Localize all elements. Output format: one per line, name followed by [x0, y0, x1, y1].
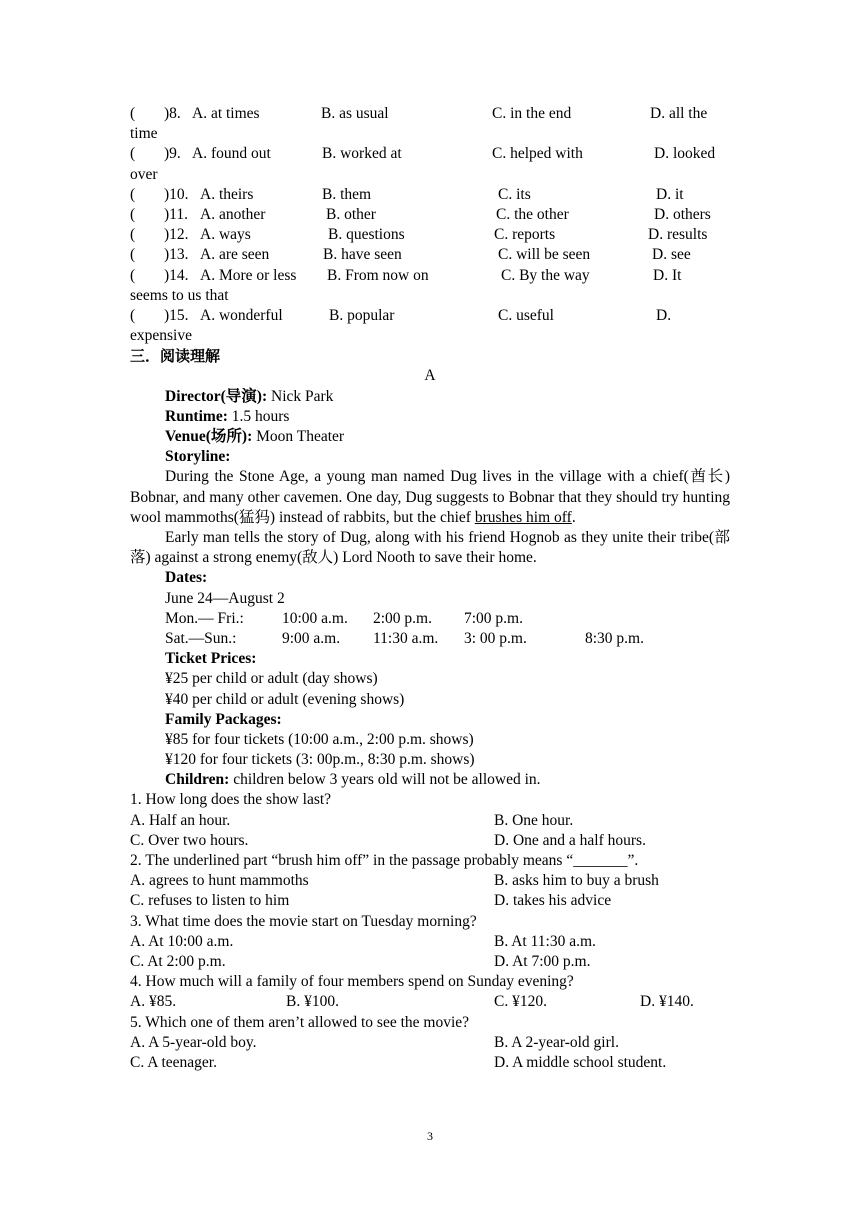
section-title: 三．阅读理解 [130, 347, 221, 366]
option-d: D. A middle school student. [494, 1053, 667, 1071]
option-a: A. agrees to hunt mammoths [130, 872, 309, 890]
cloze-item-9: ( )9. A. found out B. worked at C. helped with D. looked over [130, 144, 730, 184]
option-c: C. its [498, 185, 531, 203]
option-c: C. refuses to listen to him [130, 892, 290, 910]
ticket-evening: ¥40 per child or adult (evening shows) [165, 690, 405, 708]
option-c: C. will be seen [498, 246, 591, 264]
option-a: A. at times [192, 105, 260, 122]
family-package-2: ¥120 for four tickets (3: 00p.m., 8:30 p.m. shows) [165, 751, 475, 769]
ticket-label: Ticket Prices: [165, 650, 257, 668]
option-c: C. A teenager. [130, 1053, 217, 1071]
cloze-item-10: ( )10. A. theirs B. them C. its D. it [130, 185, 730, 205]
option-d-wrap: time [130, 125, 158, 143]
option-d: D. It [653, 266, 682, 284]
option-d: D. One and a half hours. [494, 831, 646, 849]
option-a: A. theirs [200, 185, 254, 203]
option-d-wrap: seems to us that [130, 286, 229, 304]
option-a: A. Half an hour. [130, 811, 231, 829]
option-b: B. other [326, 205, 376, 223]
option-d-wrap: expensive [130, 327, 192, 345]
question-text: 4. How much will a family of four members spend on Sunday evening? [130, 973, 574, 991]
option-b: B. A 2-year-old girl. [494, 1033, 619, 1051]
cloze-item-11: ( )11. A. another B. other C. the other D. others [130, 205, 730, 225]
option-d: D. takes his advice [494, 892, 612, 910]
cloze-item-8: ( )8. A. at times B. as usual C. in the end D. all the time [130, 104, 730, 144]
page-number: 3 [427, 1129, 433, 1143]
option-a: A. found out [192, 145, 271, 163]
family-label: Family Packages: [165, 710, 282, 728]
option-d: D. all the [650, 105, 708, 122]
option-b: B. them [322, 185, 372, 203]
dates-label: Dates: [165, 569, 208, 587]
option-b: B. questions [328, 226, 405, 244]
runtime-line: Runtime: 1.5 hours [165, 407, 290, 425]
family-package-1: ¥85 for four tickets (10:00 a.m., 2:00 p.m. shows) [165, 730, 474, 748]
option-d: D. looked [654, 145, 716, 163]
option-b: B. ¥100. [286, 993, 339, 1011]
dates-range: June 24—August 2 [165, 589, 285, 607]
option-a: A. A 5-year-old boy. [130, 1033, 257, 1051]
question-4 [130, 972, 730, 1012]
option-d: D. [656, 306, 672, 324]
option-c: C. reports [494, 226, 556, 244]
option-c: C. helped with [492, 145, 583, 163]
option-a: A. ¥85. [130, 993, 177, 1011]
venue-line: Venue(场所): Moon Theater [165, 428, 345, 445]
underlined-phrase: brushes him off [474, 508, 572, 526]
cloze-item-13: ( )13. A. are seen B. have seen C. will be seen D. see [130, 245, 730, 265]
option-a: A. another [200, 205, 266, 223]
question-5 [130, 1013, 730, 1074]
question-text: 3. What time does the movie start on Tuesday morning? [130, 912, 477, 930]
option-c: C. useful [498, 306, 554, 324]
option-b: B. worked at [322, 145, 402, 163]
question-text: 1. How long does the show last? [130, 791, 332, 809]
option-b: B. popular [329, 306, 395, 324]
option-b: B. At 11:30 a.m. [494, 932, 596, 950]
children-line: Children: children below 3 years old will not be allowed in. [165, 771, 541, 789]
option-d: D. others [654, 205, 711, 223]
option-b: B. One hour. [494, 811, 574, 829]
option-c: C. By the way [501, 266, 590, 284]
option-d: D. At 7:00 p.m. [494, 952, 591, 970]
page-content [130, 104, 730, 1073]
story-paragraph-2: Early man tells the story of Dug, along with his friend Hognob as they unite their tribe(部落) against a strong enemy(敌人) Lord Nooth to save their home. [130, 528, 730, 567]
passage-label: A [424, 367, 436, 385]
option-a: A. wonderful [200, 306, 283, 324]
option-b: B. From now on [327, 266, 429, 284]
option-c: C. in the end [492, 105, 572, 122]
director-line: Director(导演): Nick Park [165, 387, 334, 405]
cloze-item-15: ( )15. A. wonderful B. popular C. useful D. expensive [130, 306, 730, 346]
option-c: C. the other [496, 205, 569, 223]
option-d: D. results [648, 226, 708, 244]
question-3 [130, 912, 730, 973]
cloze-item-14: ( )14. A. More or less B. From now on C. By the way D. It seems to us that [130, 266, 730, 306]
storyline-label: Storyline: [165, 448, 231, 466]
ticket-day: ¥25 per child or adult (day shows) [165, 670, 378, 688]
story-paragraph-1: During the Stone Age, a young man named Dug lives in the village with a chief(酋长) Bobnar, and many other cavemen. One day, Dug suggests to Bobnar that they should try hunting wool mammoths(猛犸) instead of rabbits, but the chief brushes him off. [130, 468, 730, 526]
cloze-item-12: ( )12. A. ways B. questions C. reports D. results [130, 225, 730, 245]
option-a: A. More or less [200, 266, 297, 284]
option-b: B. have seen [323, 246, 402, 264]
option-c: C. Over two hours. [130, 831, 249, 849]
option-a: A. are seen [200, 246, 270, 264]
question-text: 5. Which one of them aren’t allowed to see the movie? [130, 1013, 470, 1031]
option-d: D. ¥140. [640, 993, 694, 1011]
option-c: C. ¥120. [494, 993, 547, 1011]
option-a: A. At 10:00 a.m. [130, 932, 234, 950]
weekday-schedule: Mon.— Fri.: 10:00 a.m. 2:00 p.m. 7:00 p.m. [165, 609, 523, 627]
option-c: C. At 2:00 p.m. [130, 952, 226, 970]
option-a: A. ways [200, 226, 251, 244]
option-d: D. it [656, 185, 684, 203]
question-text: 2. The underlined part “brush him off” in the passage probably means “_______”. [130, 852, 639, 870]
option-d-wrap: over [130, 165, 158, 183]
option-d: D. see [652, 246, 691, 264]
weekend-schedule: Sat.—Sun.: 9:00 a.m. 11:30 a.m. 3: 00 p.m. 8:30 p.m. [165, 629, 644, 647]
option-b: B. as usual [321, 105, 389, 122]
question-1 [130, 790, 730, 851]
option-b: B. asks him to buy a brush [494, 872, 659, 890]
question-2 [130, 851, 730, 912]
